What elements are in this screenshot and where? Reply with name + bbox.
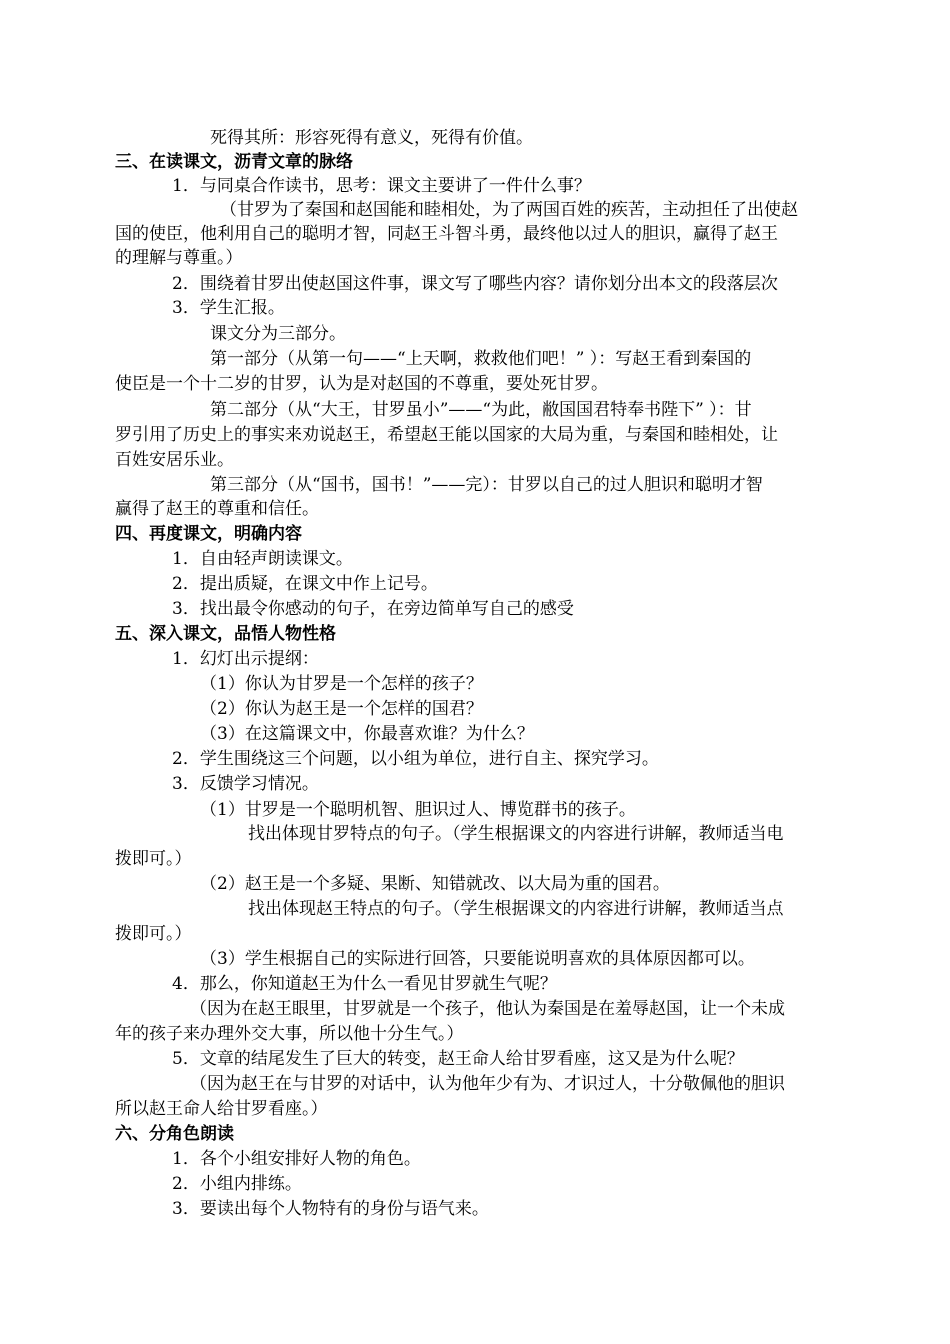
list-item: （1）你认为甘罗是一个怎样的孩子？ (200, 674, 483, 694)
text-line: 年的孩子来办理外交大事，所以他十分生气。） (115, 1024, 464, 1044)
section-heading: 三、在读课文，沥青文章的脉络 (115, 152, 353, 172)
list-item: 2．围绕着甘罗出使赵国这件事，课文写了哪些内容？请你划分出本文的段落层次 (172, 274, 778, 294)
list-item: 4．那么，你知道赵王为什么一看见甘罗就生气呢？ (172, 974, 557, 994)
section-heading: 四、再度课文，明确内容 (115, 524, 302, 544)
text-line: （因为在赵王眼里，甘罗就是一个孩子，他认为秦国是在羞辱赵国，让一个未成 (190, 999, 785, 1019)
text-line: 拨即可。） (115, 849, 192, 869)
list-item: （3）在这篇课文中，你最喜欢谁？为什么？ (200, 724, 534, 744)
text-line: 国的使臣，他利用自己的聪明才智，同赵王斗智斗勇，最终他以过人的胆识，赢得了赵王 (115, 224, 778, 244)
list-item: 2．提出质疑，在课文中作上记号。 (172, 574, 438, 594)
text-line: （甘罗为了秦国和赵国能和睦相处，为了两国百姓的疾苦，主动担任了出使赵 (220, 200, 798, 220)
text-line: 的理解与尊重。） (115, 248, 243, 268)
list-item: （3）学生根据自己的实际进行回答，只要能说明喜欢的具体原因都可以。 (200, 949, 755, 969)
list-item: 3．反馈学习情况。 (172, 774, 319, 794)
text-line: （因为赵王在与甘罗的对话中，认为他年少有为、才识过人，十分敬佩他的胆识 (190, 1074, 785, 1094)
text-line: 赢得了赵王的尊重和信任。 (115, 499, 319, 519)
list-item: 3．学生汇报。 (172, 298, 285, 318)
list-item: 2．学生围绕这三个问题，以小组为单位，进行自主、探究学习。 (172, 749, 659, 769)
list-item: （2）你认为赵王是一个怎样的国君？ (200, 699, 483, 719)
text-line: 所以赵王命人给甘罗看座。） (115, 1099, 328, 1119)
text-line: 死得其所：形容死得有意义，死得有价值。 (210, 128, 533, 148)
text-line: 使臣是一个十二岁的甘罗，认为是对赵国的不尊重，要处死甘罗。 (115, 374, 608, 394)
section-heading: 五、深入课文，品悟人物性格 (115, 624, 336, 644)
list-item: 3．要读出每个人物特有的身份与语气来。 (172, 1199, 489, 1219)
list-item: 1．幻灯出示提纲： (172, 649, 319, 669)
text-line: 课文分为三部分。 (210, 324, 346, 344)
text-line: 拨即可。） (115, 924, 192, 944)
text-line: 百姓安居乐业。 (115, 450, 234, 470)
text-line: 罗引用了历史上的事实来劝说赵王，希望赵王能以国家的大局为重，与秦国和睦相处，让 (115, 425, 778, 445)
text-line: 找出体现甘罗特点的句子。（学生根据课文的内容进行讲解，教师适当电 (248, 824, 784, 844)
list-item: 5．文章的结尾发生了巨大的转变，赵王命人给甘罗看座，这又是为什么呢？ (172, 1049, 744, 1069)
list-item: 1．各个小组安排好人物的角色。 (172, 1149, 421, 1169)
list-item: 1．与同桌合作读书，思考：课文主要讲了一件什么事？ (172, 176, 591, 196)
list-item: 2．小组内排练。 (172, 1174, 302, 1194)
text-line: 第三部分（从“国书，国书！”——完）：甘罗以自己的过人胆识和聪明才智 (210, 475, 763, 495)
list-item: 1．自由轻声朗读课文。 (172, 549, 353, 569)
text-line: 第一部分（从第一句——“上天啊，救救他们吧！” ）：写赵王看到秦国的 (210, 349, 752, 369)
text-line: 第二部分（从“大王，甘罗虽小”——“为此，敝国国君特奉书陛下” ）：甘 (210, 400, 752, 420)
list-item: 3．找出最令你感动的句子，在旁边简单写自己的感受 (172, 599, 574, 619)
list-item: （1）甘罗是一个聪明机智、胆识过人、博览群书的孩子。 (200, 800, 636, 820)
list-item: （2）赵王是一个多疑、果断、知错就改、以大局为重的国君。 (200, 874, 670, 894)
section-heading: 六、分角色朗读 (115, 1124, 234, 1144)
text-line: 找出体现赵王特点的句子。（学生根据课文的内容进行讲解，教师适当点 (248, 899, 784, 919)
